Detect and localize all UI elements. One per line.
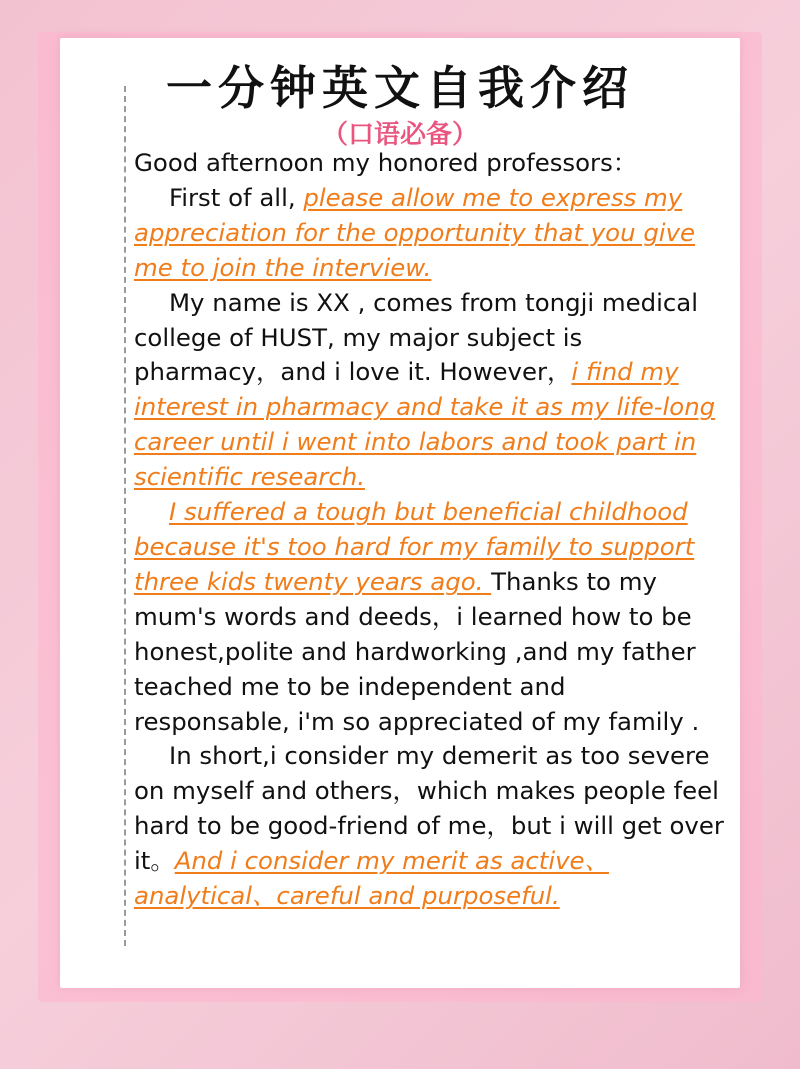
- paragraph-2: [134, 286, 726, 495]
- margin-line: [124, 86, 126, 946]
- paragraph-3: [134, 495, 726, 739]
- article-body: [134, 146, 726, 914]
- paragraph-1-highlight: please allow me to express my appreciation for the opportunity that you give me to join the interview.: [134, 182, 696, 282]
- paragraph-2-highlight: i find my interest in pharmacy and take it as my life-long career until i went into labors and took part in scientific research.: [134, 357, 716, 492]
- paragraph-1: [134, 181, 726, 286]
- paragraph-3-text: Thanks to my mum's words and deeds，i learned how to be honest,polite and hardworking ,and my father teached me to be independent and responsable, i'm so appreciated of my family .: [134, 566, 700, 736]
- paragraph-4-text: In short,i consider my demerit as too severe on myself and others，which makes people feel hard to be good-friend of me，but i will get over it。: [134, 741, 724, 876]
- paragraph-1-text: First of all,: [169, 182, 304, 212]
- paragraph-2-text: My name is XX , comes from tongji medical college of HUST, my major subject is pharmacy，and i love it. However，: [134, 287, 699, 387]
- paragraph-3-highlight: I suffered a tough but beneficial childhood because it's too hard for my family to support three kids twenty years ago.: [134, 497, 695, 596]
- page-subtitle: （口语必备）: [321, 120, 478, 150]
- paragraph-4-highlight: And i consider my merit as active、analytical、careful and purposeful.: [134, 846, 609, 911]
- page-title: 一分钟英文自我介绍: [166, 61, 634, 115]
- paragraph-4: [134, 739, 726, 914]
- greeting: Good afternoon my honored professors：: [134, 148, 638, 177]
